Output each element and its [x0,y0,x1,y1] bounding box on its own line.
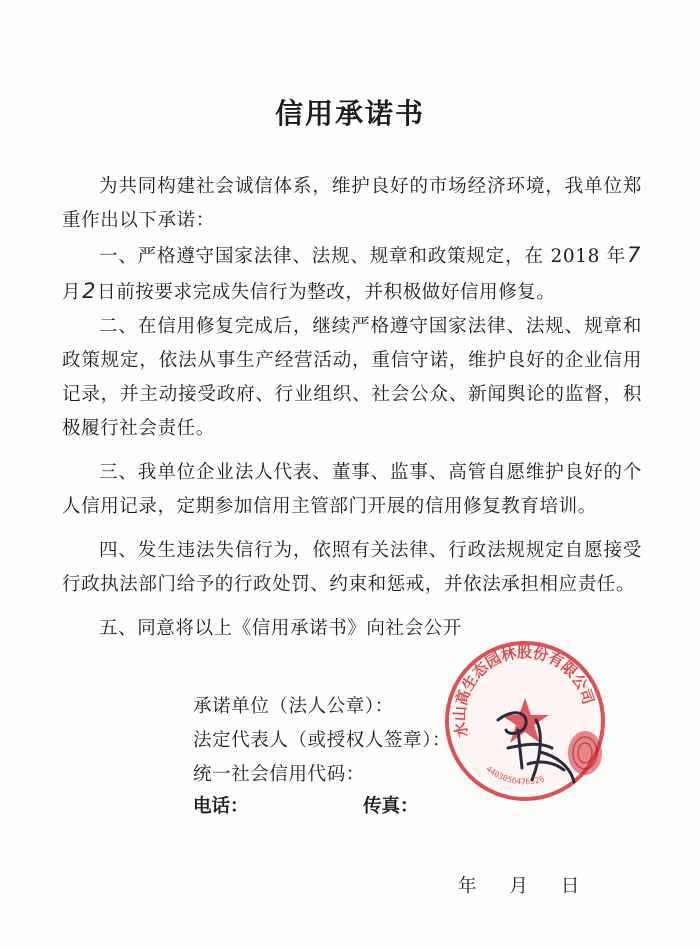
phone-label: 电话： [193,796,249,817]
fax-label: 传真： [363,796,419,817]
unit-seal-label: 承诺单位（法人公章）： [193,696,394,717]
seal-number: 4403056476526 [484,764,546,787]
signature-block [193,690,451,792]
handwritten-day: 2 [82,279,97,303]
item1-text-post: 前按要求完成失信行为整改，并积极做好信用修复。 [116,282,556,303]
commitment-item-4: 四、发生违法失信行为，依照有关法律、行政法规规定自愿接受行政执法部门给予的行政处罚、约束和惩戒，并依法承担相应责任。 [62,540,642,595]
credit-code-label: 统一社会信用代码： [193,764,365,785]
document-title: 信用承诺书 [274,97,425,130]
document-body [62,170,642,646]
commitment-item-5: 五、同意将以上《信用承诺书》向社会公开 [99,618,462,639]
legal-rep-label: 法定代表人（或授权人签章）： [193,730,452,751]
item1-day-unit: 日 [97,282,117,303]
commitment-item-2: 二、在信用修复完成后，继续严格遵守国家法律、法规、规章和政策规定，依法从事生产经营活动，重信守诺，维护良好的企业信用记录，并主动接受政府、行业组织、社会公众、新闻舆论的监督，积极履行社会责任。 [62,316,642,439]
commitment-item-3: 三、我单位企业法人代表、董事、监事、高管自愿维护良好的个人信用记录，定期参加信用主管部门开展的信用修复教育培训。 [62,462,642,517]
item1-month-unit: 月 [62,282,82,303]
seal-text: 水山高生态园林股份有限公司 [450,643,598,739]
year-label: 年 [458,876,478,897]
handwritten-month: 7 [627,243,641,267]
item1-text-pre: 一、严格遵守国家法律、法规、规章和政策规定，在 2018 年 [99,246,627,267]
fingerprint-mark [565,728,605,778]
month-label: 月 [509,876,529,897]
date-row [458,872,606,898]
intro-paragraph: 为共同构建社会诚信体系，维护良好的市场经济环境，我单位郑重作出以下承诺： [62,176,642,231]
commitment-item-1 [62,238,642,310]
day-label: 日 [560,876,580,897]
